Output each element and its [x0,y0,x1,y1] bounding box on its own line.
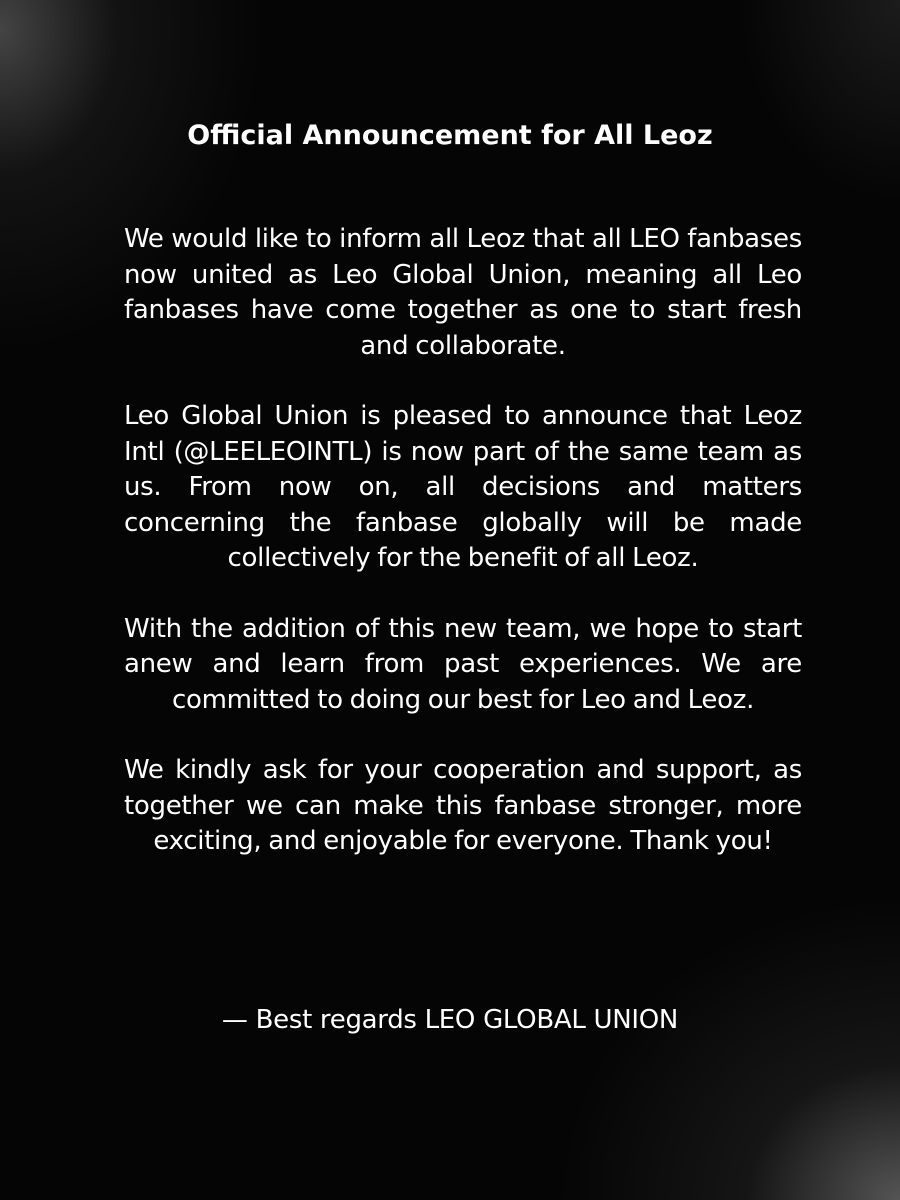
paragraph-new-team: With the addition of this new team, we hope to start anew and learn from past experiences. We are committed to doing our best for Leo and Leoz. [124,613,802,715]
paragraph-union: We would like to inform all Leoz that all LEO fanbases now united as Leo Global Union, meaning all Leo fanbases have come together as one to start fresh and collaborate. [124,224,802,361]
announcement-body [124,222,802,895]
paragraph-cooperation: We kindly ask for your cooperation and support, as together we can make this fanbase stronger, more exciting, and enjoyable for everyone. Thank you! [124,755,802,856]
paragraph-leoz-intl: Leo Global Union is pleased to announce that Leoz Intl (@LEELEOINTL) is now part of the same team as us. From now on, all decisions and matters concerning the fanbase globally will be made collectively for the benefit of all Leoz. [124,401,802,573]
signoff: — Best regards LEO GLOBAL UNION [221,1005,679,1035]
announcement-title: Official Announcement for All Leoz [187,120,713,151]
